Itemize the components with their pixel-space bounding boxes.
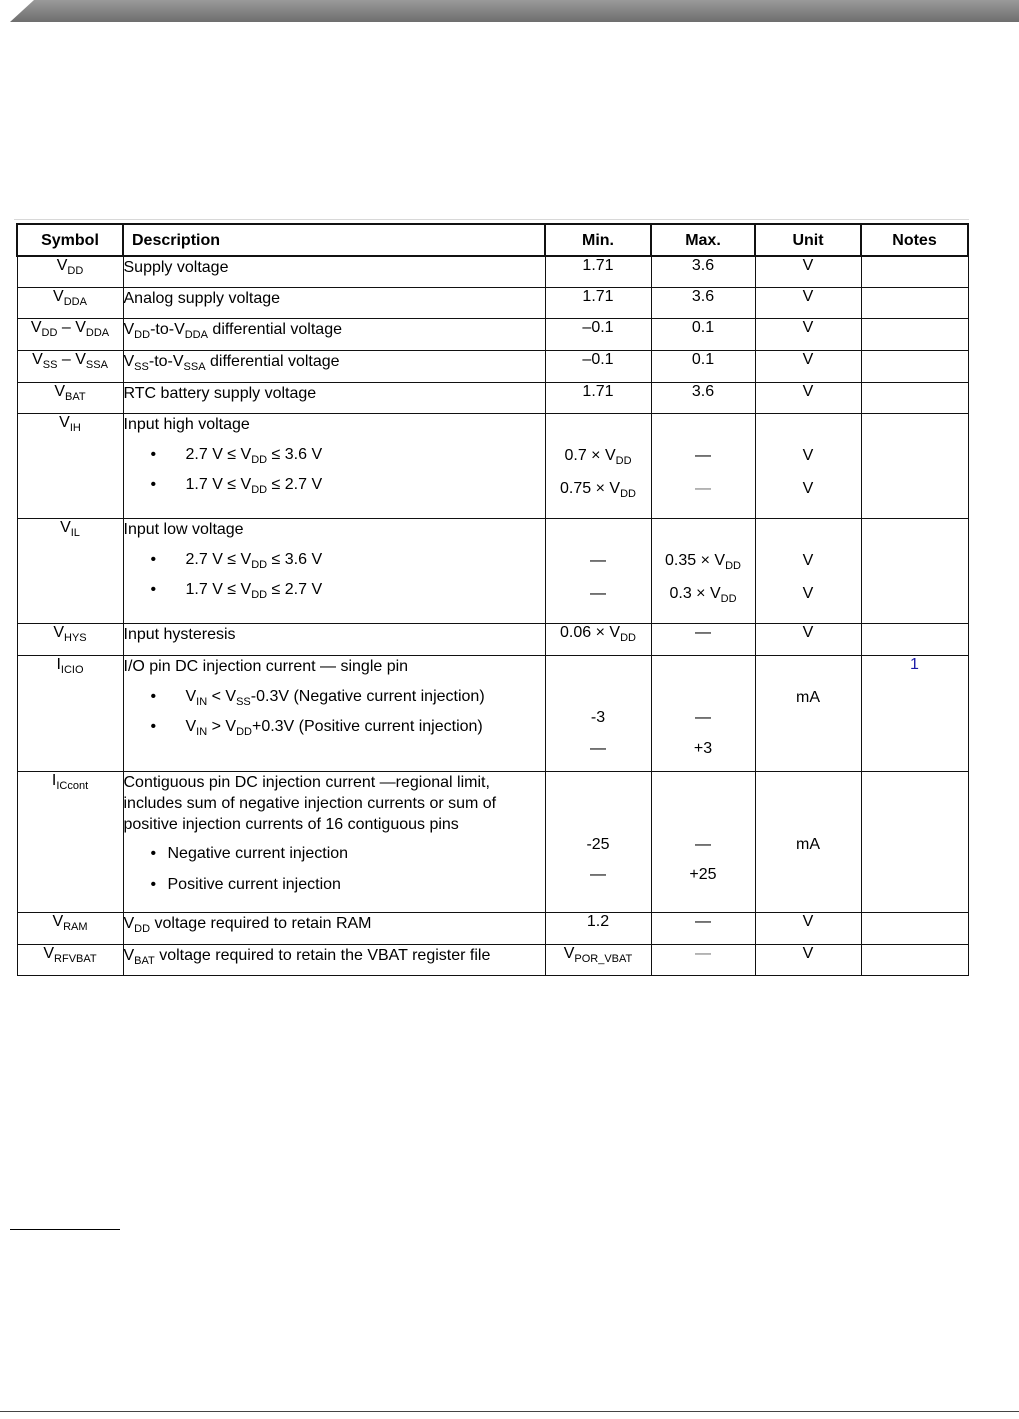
max-cell: — —: [651, 413, 755, 518]
description-cell: $V_{DD}$ voltage required to retain RAM: [123, 912, 545, 944]
notes-cell: [861, 350, 968, 382]
table-row: [17, 287, 968, 318]
col-min: Min.: [545, 224, 651, 256]
description-cell: Input hysteresis: [123, 623, 545, 655]
symbol-cell: $V_{RFVBAT}$: [17, 944, 123, 975]
max-cell: — +25: [651, 771, 755, 912]
notes-cell: [861, 944, 968, 975]
notes-cell: [861, 287, 968, 318]
unit-cell: V: [755, 912, 861, 944]
min-cell: -25 —: [545, 771, 651, 912]
table-row: [17, 518, 968, 623]
unit-cell: V V: [755, 518, 861, 623]
top-rule: [14, 219, 969, 220]
unit-cell: V: [755, 350, 861, 382]
operating-requirements-table: [16, 223, 969, 976]
unit-cell: V V: [755, 413, 861, 518]
footnote-link[interactable]: 1: [910, 655, 919, 673]
unit-cell: V: [755, 318, 861, 350]
table-row: [17, 256, 968, 287]
symbol-cell: $I_{ICcont}$: [17, 771, 123, 912]
description-cell: Analog supply voltage: [123, 287, 545, 318]
description-cell: $V_{DD}-to-V_{DDA}$ differential voltage: [123, 318, 545, 350]
description-cell: I/O pin DC injection current — single pin • $V_{IN} < V_{SS}-0.3V$ (Negative current injection) • $V_{IN} > V_{DD}+0.3V$ (Positive current injection): [123, 655, 545, 771]
description-cell: Input high voltage • 2.7 $V \le V_{DD} \le 3.6$ V • 1.7 $V \le V_{DD} \le 2.7$ V: [123, 413, 545, 518]
notes-cell: [861, 318, 968, 350]
unit-cell: mA: [755, 771, 861, 912]
table-row: [17, 655, 968, 771]
table-row: [17, 318, 968, 350]
table-row: [17, 623, 968, 655]
description-cell: Supply voltage: [123, 256, 545, 287]
notes-cell: [861, 413, 968, 518]
min-cell: $0.7 \times V_{DD}$ $0.75 \times V_{DD}$: [545, 413, 651, 518]
min-cell: –0.1: [545, 350, 651, 382]
symbol-cell: $V_{IH}$: [17, 413, 123, 518]
min-cell: 1.71: [545, 382, 651, 413]
max-cell: —: [651, 944, 755, 975]
table-row: [17, 382, 968, 413]
max-cell: 3.6: [651, 287, 755, 318]
symbol-cell: $V_{RAM}$: [17, 912, 123, 944]
min-cell: 1.71: [545, 287, 651, 318]
symbol-cell: $V_{HYS}$: [17, 623, 123, 655]
notes-cell: [861, 771, 968, 912]
col-symbol: Symbol: [17, 224, 123, 256]
table-row: [17, 350, 968, 382]
min-cell: $0.06 \times V_{DD}$: [545, 623, 651, 655]
min-cell: –0.1: [545, 318, 651, 350]
bullet-item: • 2.7 $V \le V_{DD} \le 3.6$ V: [124, 444, 545, 465]
max-cell: 0.1: [651, 350, 755, 382]
max-cell: 3.6: [651, 382, 755, 413]
min-cell: 1.2: [545, 912, 651, 944]
symbol-cell: $V_{BAT}$: [17, 382, 123, 413]
header-band: [0, 0, 1019, 22]
bullet-item: • $V_{IN} > V_{DD}+0.3V$ (Positive current injection): [124, 716, 545, 737]
description-cell: $V_{BAT}$ voltage required to retain the VBAT register file: [123, 944, 545, 975]
table-row: [17, 413, 968, 518]
bullet-item: • 1.7 $V \le V_{DD} \le 2.7$ V: [124, 474, 545, 495]
header-row: [17, 224, 968, 256]
notes-cell: [861, 912, 968, 944]
col-notes: Notes: [861, 224, 968, 256]
bullet-item: • Positive current injection: [124, 874, 545, 895]
description-cell: Contiguous pin DC injection current —regional limit, includes sum of negative injection currents or sum of positive injection currents of 16 contiguous pins • Negative current injection • Positive current injection: [123, 771, 545, 912]
min-cell: — —: [545, 518, 651, 623]
symbol-cell: $V_{DDA}$: [17, 287, 123, 318]
description-cell: $V_{SS}-to-V_{SSA}$ differential voltage: [123, 350, 545, 382]
max-cell: —: [651, 623, 755, 655]
table-row: [17, 912, 968, 944]
notes-cell: [861, 518, 968, 623]
max-cell: $0.35 \times V_{DD}$ $0.3 \times V_{DD}$: [651, 518, 755, 623]
col-description: Description: [123, 224, 545, 256]
bullet-item: • $V_{IN} < V_{SS}-0.3V$ (Negative current injection): [124, 686, 545, 707]
col-unit: Unit: [755, 224, 861, 256]
min-cell: -3 —: [545, 655, 651, 771]
notes-cell: [861, 623, 968, 655]
max-cell: —: [651, 912, 755, 944]
col-max: Max.: [651, 224, 755, 256]
symbol-cell: $V_{DD}$: [17, 256, 123, 287]
max-cell: 3.6: [651, 256, 755, 287]
min-cell: $V_{POR\_VBAT}$: [545, 944, 651, 975]
notes-cell: [861, 256, 968, 287]
notes-cell: [861, 655, 968, 771]
unit-cell: mA: [755, 655, 861, 771]
notes-cell: [861, 382, 968, 413]
table-row: [17, 771, 968, 912]
max-cell: — +3: [651, 655, 755, 771]
bullet-item: • Negative current injection: [124, 843, 545, 864]
footer-rule: [0, 1411, 1019, 1412]
unit-cell: V: [755, 944, 861, 975]
description-cell: Input low voltage • 2.7 $V \le V_{DD} \le 3.6$ V • 1.7 $V \le V_{DD} \le 2.7$ V: [123, 518, 545, 623]
footnote-divider: [10, 1229, 120, 1230]
bullet-item: • 2.7 $V \le V_{DD} \le 3.6$ V: [124, 549, 545, 570]
unit-cell: V: [755, 623, 861, 655]
unit-cell: V: [755, 287, 861, 318]
symbol-cell: $V_{DD} - V_{DDA}$: [17, 318, 123, 350]
table-row: [17, 944, 968, 975]
max-cell: 0.1: [651, 318, 755, 350]
unit-cell: V: [755, 256, 861, 287]
symbol-cell: $V_{IL}$: [17, 518, 123, 623]
unit-cell: V: [755, 382, 861, 413]
symbol-cell: $I_{ICIO}$: [17, 655, 123, 771]
description-cell: RTC battery supply voltage: [123, 382, 545, 413]
symbol-cell: $V_{SS} - V_{SSA}$: [17, 350, 123, 382]
min-cell: 1.71: [545, 256, 651, 287]
bullet-item: • 1.7 $V \le V_{DD} \le 2.7$ V: [124, 579, 545, 600]
